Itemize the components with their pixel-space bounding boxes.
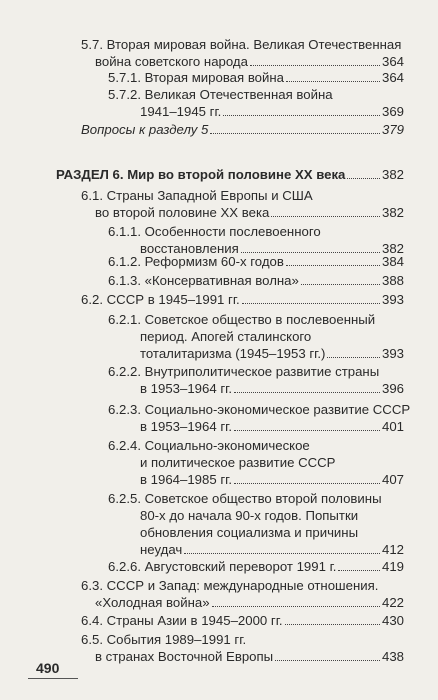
entry-title-cont: война советского народа bbox=[95, 54, 248, 69]
toc-entry bbox=[108, 363, 404, 397]
toc-entry bbox=[108, 272, 404, 289]
page-number: 388 bbox=[381, 273, 404, 288]
entry-title: Вопросы к разделу 5 bbox=[81, 122, 209, 137]
toc-entry bbox=[81, 612, 404, 629]
entry-title: 6.1.3. «Консервативная волна» bbox=[108, 273, 299, 288]
entry-title-cont: в 1964–1985 гг. bbox=[140, 472, 233, 487]
leader-dots bbox=[250, 65, 380, 66]
entry-title: 5.7. Вторая мировая война. Великая Отечественная bbox=[81, 37, 402, 52]
entry-title: 5.7.2. Великая Отечественная война bbox=[108, 87, 333, 102]
entry-title-cont: во второй половине XX века bbox=[95, 205, 270, 220]
toc-entry bbox=[108, 253, 404, 270]
entry-title: 6.5. События 1989–1991 гг. bbox=[81, 632, 247, 647]
entry-title-cont: восстановления bbox=[140, 241, 239, 256]
entry-title-cont: тоталитаризма (1945–1953 гг.) bbox=[140, 346, 326, 361]
entry-title-cont: «Холодная война» bbox=[95, 595, 210, 610]
leader-dots bbox=[234, 392, 380, 393]
entry-title: 6.1. Страны Западной Европы и США bbox=[81, 188, 313, 203]
leader-dots bbox=[301, 284, 380, 285]
entry-title: 6.2.6. Августовский переворот 1991 г. bbox=[108, 559, 337, 574]
page-number: 379 bbox=[381, 122, 404, 137]
entry-title-cont: обновления социализма и причины bbox=[140, 525, 359, 540]
leader-dots bbox=[212, 606, 380, 607]
page-number: 438 bbox=[381, 649, 404, 664]
toc-entry bbox=[108, 437, 404, 488]
entry-title: 6.2. СССР в 1945–1991 гг. bbox=[81, 292, 240, 307]
entry-title: 6.4. Страны Азии в 1945–2000 гг. bbox=[81, 613, 283, 628]
leader-dots bbox=[242, 303, 380, 304]
entry-title: 6.2.4. Социально-экономическое bbox=[108, 438, 310, 453]
entry-title-cont: период. Апогей сталинского bbox=[140, 329, 312, 344]
page-number: 430 bbox=[381, 613, 404, 628]
leader-dots bbox=[234, 483, 380, 484]
page-number: 384 bbox=[381, 254, 404, 269]
leader-dots bbox=[271, 216, 380, 217]
toc-entry bbox=[81, 631, 404, 665]
entry-title: 6.2.5. Советское общество второй половины bbox=[108, 491, 382, 506]
entry-title: 6.1.2. Реформизм 60-х годов bbox=[108, 254, 284, 269]
entry-title: 6.2.1. Советское общество в послевоенный bbox=[108, 312, 376, 327]
leader-dots bbox=[347, 178, 380, 179]
toc-entry bbox=[108, 490, 404, 558]
toc-entry bbox=[108, 223, 404, 257]
leader-dots bbox=[338, 570, 380, 571]
page-number: 401 bbox=[381, 419, 404, 434]
toc-entry bbox=[81, 577, 404, 611]
page-number: 382 bbox=[381, 167, 404, 182]
entry-title: 6.2.3. Социально-экономическое развитие СССР bbox=[108, 402, 411, 417]
entry-title: 5.7.1. Вторая мировая война bbox=[108, 70, 284, 85]
page-number: 412 bbox=[381, 542, 404, 557]
entry-title: 6.3. СССР и Запад: международные отношения. bbox=[81, 578, 379, 593]
page-number: 369 bbox=[381, 104, 404, 119]
entry-title-cont: неудач bbox=[140, 542, 183, 557]
toc-entry bbox=[81, 291, 404, 308]
entry-title-cont: 80-х до начала 90-х годов. Попытки bbox=[140, 508, 359, 523]
leader-dots bbox=[184, 553, 380, 554]
toc-entry bbox=[81, 187, 404, 221]
folio-rule bbox=[28, 678, 78, 679]
entry-title: РАЗДЕЛ 6. Мир во второй половине XX века bbox=[56, 167, 346, 182]
entry-title: 6.1.1. Особенности послевоенного bbox=[108, 224, 321, 239]
leader-dots bbox=[223, 115, 380, 116]
leader-dots bbox=[286, 81, 380, 82]
toc-entry bbox=[108, 69, 404, 86]
leader-dots bbox=[234, 430, 380, 431]
entry-title-cont: в 1953–1964 гг. bbox=[140, 419, 233, 434]
page-number: 422 bbox=[381, 595, 404, 610]
toc-entry bbox=[108, 86, 404, 120]
page-number: 364 bbox=[381, 54, 404, 69]
page-number: 364 bbox=[381, 70, 404, 85]
entry-title-cont: в странах Восточной Европы bbox=[95, 649, 274, 664]
toc-entry bbox=[81, 36, 404, 70]
toc-section-heading bbox=[56, 166, 404, 183]
page-number: 393 bbox=[381, 292, 404, 307]
page-number: 382 bbox=[381, 205, 404, 220]
toc-entry bbox=[81, 121, 404, 138]
leader-dots bbox=[327, 357, 380, 358]
leader-dots bbox=[210, 133, 380, 134]
toc-entry bbox=[108, 558, 404, 575]
entry-title-cont: 1941–1945 гг. bbox=[140, 104, 222, 119]
leader-dots bbox=[285, 624, 380, 625]
page-folio: 490 bbox=[36, 660, 60, 676]
entry-title: 6.2.2. Внутриполитическое развитие страны bbox=[108, 364, 380, 379]
toc-entry bbox=[108, 311, 404, 362]
entry-title-cont: в 1953–1964 гг. bbox=[140, 381, 233, 396]
page-number: 396 bbox=[381, 381, 404, 396]
entry-title-cont: и политическое развитие СССР bbox=[140, 455, 336, 470]
page-number: 382 bbox=[381, 241, 404, 256]
leader-dots bbox=[275, 660, 380, 661]
page-number: 419 bbox=[381, 559, 404, 574]
toc-entry bbox=[108, 401, 411, 435]
page-number: 393 bbox=[381, 346, 404, 361]
page-number: 407 bbox=[381, 472, 404, 487]
leader-dots bbox=[286, 265, 380, 266]
